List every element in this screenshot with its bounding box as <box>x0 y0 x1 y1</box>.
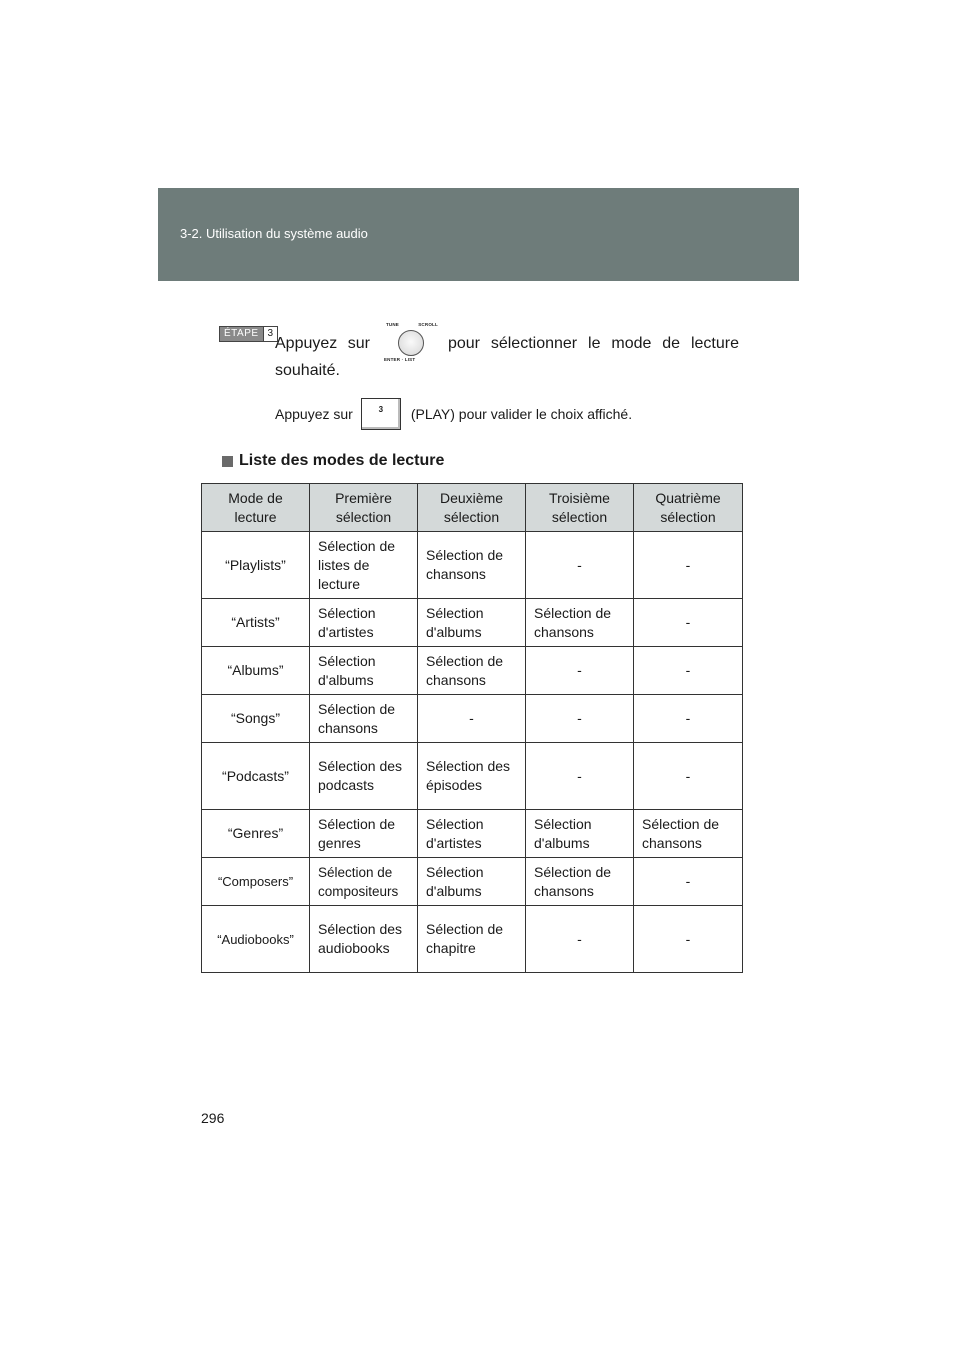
knob-ring <box>398 330 424 356</box>
table-row <box>202 743 743 810</box>
table-cell: - <box>634 906 743 973</box>
table-cell: - <box>634 695 743 743</box>
table-row <box>202 906 743 973</box>
table-cell: Sélection de chansons <box>634 810 743 858</box>
table-cell: - <box>418 695 526 743</box>
play-button-label: 3 <box>378 405 384 414</box>
table-cell: Sélection d'albums <box>526 810 634 858</box>
table-cell: Sélection de listes de lecture <box>310 532 418 599</box>
table-cell: Sélection des audiobooks <box>310 906 418 973</box>
table-cell: - <box>526 743 634 810</box>
table-row <box>202 695 743 743</box>
table-cell: - <box>634 743 743 810</box>
tune-scroll-knob-icon <box>384 324 436 364</box>
header-third-selection: Troisième sélection <box>526 484 634 532</box>
table-cell-mode: “Songs” <box>202 695 310 743</box>
table-cell: Sélection d'artistes <box>310 599 418 647</box>
step-badge-number: 3 <box>263 327 278 341</box>
header-mode: Mode de lecture <box>202 484 310 532</box>
header-fourth-selection: Quatrième sélection <box>634 484 743 532</box>
table-cell: Sélection de compositeurs <box>310 858 418 906</box>
knob-label-scroll: SCROLL <box>418 322 438 327</box>
table-cell-mode: “Podcasts” <box>202 743 310 810</box>
hint-text-after: (PLAY) pour valider le choix affiché. <box>410 406 633 422</box>
table-cell: Sélection d'albums <box>418 599 526 647</box>
table-cell: Sélection des podcasts <box>310 743 418 810</box>
table-cell-mode: “Genres” <box>202 810 310 858</box>
table-row <box>202 532 743 599</box>
table-cell: Sélection d'artistes <box>418 810 526 858</box>
table-cell-mode: “Albums” <box>202 647 310 695</box>
table-cell-mode: “Artists” <box>202 599 310 647</box>
table-cell: Sélection d'albums <box>418 858 526 906</box>
table-cell: - <box>526 532 634 599</box>
table-cell: Sélection de chansons <box>526 858 634 906</box>
header-second-selection: Deuxième sélection <box>418 484 526 532</box>
step-text-line-1 <box>275 324 739 364</box>
table-cell-mode: “Playlists” <box>202 532 310 599</box>
hint-instruction <box>275 398 632 430</box>
chapter-header-band <box>158 188 799 281</box>
table-cell-mode: “Audiobooks” <box>202 906 310 973</box>
table-cell: - <box>526 647 634 695</box>
step-instruction <box>219 312 739 382</box>
knob-label-enter-list: ENTER · LIST <box>383 357 416 362</box>
table-cell: - <box>526 695 634 743</box>
table-cell: Sélection de chansons <box>310 695 418 743</box>
step-text-after-knob: pour sélectionner le mode de lecture <box>447 335 739 352</box>
table-row <box>202 647 743 695</box>
table-row <box>202 599 743 647</box>
table-cell: Sélection des épisodes <box>418 743 526 810</box>
table-cell: - <box>634 858 743 906</box>
section-heading-text: Liste des modes de lecture <box>239 452 445 469</box>
table-header-row <box>202 484 743 532</box>
play-button-icon <box>361 398 401 430</box>
step-text-line-2: souhaité. <box>275 362 340 379</box>
table-cell: - <box>526 906 634 973</box>
table-cell: - <box>634 532 743 599</box>
table-cell: - <box>634 647 743 695</box>
page-number: 296 <box>201 1110 225 1126</box>
table-cell: Sélection de chapitre <box>418 906 526 973</box>
table-cell-mode: “Composers” <box>202 858 310 906</box>
hint-text-before: Appuyez sur <box>275 406 353 422</box>
step-badge <box>219 326 278 342</box>
step-text-before-knob: Appuyez sur <box>275 335 370 352</box>
table-cell: Sélection de genres <box>310 810 418 858</box>
table-cell: - <box>634 599 743 647</box>
table-row <box>202 858 743 906</box>
header-first-selection: Première sélection <box>310 484 418 532</box>
table-cell: Sélection de chansons <box>418 647 526 695</box>
table-cell: Sélection d'albums <box>310 647 418 695</box>
section-heading <box>222 452 444 470</box>
play-modes-table <box>201 483 743 973</box>
table-cell: Sélection de chansons <box>526 599 634 647</box>
knob-label-tune: TUNE <box>385 322 399 327</box>
chapter-section-title: 3-2. Utilisation du système audio <box>180 226 368 241</box>
table-row <box>202 810 743 858</box>
square-bullet-icon <box>222 456 233 467</box>
table-cell: Sélection de chansons <box>418 532 526 599</box>
step-badge-label: ÉTAPE <box>220 327 263 341</box>
